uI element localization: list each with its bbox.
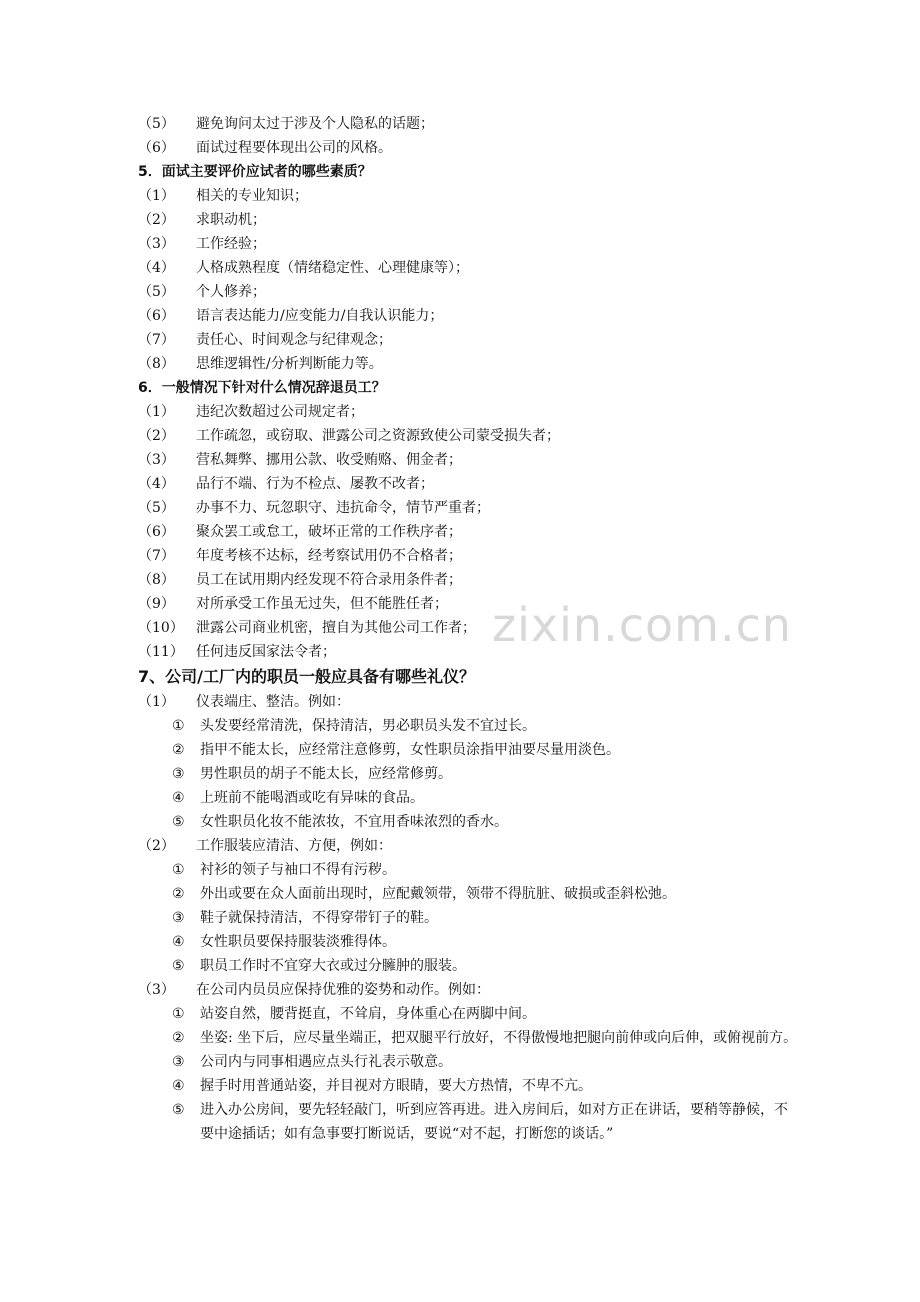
sub-item: ① 站姿自然，腰背挺直，不耸肩，身体重心在两脚中间。 [172,1006,536,1022]
sub-item: ③ 公司内与同事相遇应点头行礼表示敬意。 [172,1054,452,1070]
sub-item: ⑤ 进入办公房间，要先轻轻敲门，听到应答再进。进入房间后，如对方正在讲话，要稍等静候，不要中途插话；如有急事要打断说话，要说“对不起，打断您的谈话。” [172,1102,788,1142]
list-item: （6） 语言表达能力/应变能力/自我认识能力； [138,308,444,324]
sub-item: ④ 上班前不能喝酒或吃有异味的食品。 [172,790,424,806]
list-item: （8） 思维逻辑性/分析判断能力等。 [138,356,383,372]
document-body [138,112,798,1146]
sub-item: ② 坐姿: 坐下后，应尽量坐端正，把双腿平行放好，不得傲慢地把腿向前伸或向后伸，或俯视前方。 [172,1030,798,1046]
list-item: （8） 员工在试用期内经发现不符合录用条件者； [138,572,462,588]
list-item: （6） 聚众罢工或怠工，破坏正常的工作秩序者； [138,524,462,540]
sub-item: ④ 握手时用普通站姿，并目视对方眼睛，要大方热情，不卑不亢。 [172,1078,592,1094]
list-item: （1） 违纪次数超过公司规定者； [138,404,364,420]
list-item: （1） 相关的专业知识； [138,188,308,204]
list-item: （7） 责任心、时间观念与纪律观念； [138,332,392,348]
sub-item: ③ 鞋子就保持清洁，不得穿带钉子的鞋。 [172,910,438,926]
list-item: （5） 避免询问太过于涉及个人隐私的话题； [138,116,434,132]
watermark: zixin.com.cn [492,598,793,652]
section-heading: 7、公司/工厂内的职员一般应具备有哪些礼仪？ [138,667,475,686]
list-item: （3） 工作经验； [138,236,266,252]
list-item: （1） 仪表端庄、整洁。例如： [138,694,350,710]
list-item: （4） 人格成熟程度（情绪稳定性、心理健康等）； [138,260,469,276]
sub-item: ② 指甲不能太长，应经常注意修剪，女性职员涂指甲油要尽量用淡色。 [172,742,620,758]
list-item: （5） 办事不力、玩忽职守、违抗命令，情节严重者； [138,500,490,516]
sub-item: ⑤ 职员工作时不宜穿大衣或过分臃肿的服装。 [172,958,466,974]
list-item: （4） 品行不端、行为不检点、屡教不改者； [138,476,434,492]
list-item: （7） 年度考核不达标，经考察试用仍不合格者； [138,548,462,564]
sub-item: ④ 女性职员要保持服装淡雅得体。 [172,934,396,950]
list-item: （10） 泄露公司商业机密，擅自为其他公司工作者； [138,620,476,636]
list-item: （11） 任何违反国家法令者； [138,644,336,660]
section-heading: 6．一般情况下针对什么情况辞退员工？ [138,380,386,396]
list-item: （6） 面试过程要体现出公司的风格。 [138,140,392,156]
list-item: （2） 工作疏忽，或窃取、泄露公司之资源致使公司蒙受损失者； [138,428,560,444]
list-item: （2） 工作服装应清洁、方便，例如： [138,838,392,854]
list-item: （5） 个人修养； [138,284,266,300]
sub-item: ⑤ 女性职员化妆不能浓妆，不宜用香味浓烈的香水。 [172,814,508,830]
sub-item: ① 头发要经常清洗，保持清洁，男必职员头发不宜过长。 [172,718,536,734]
list-item: （3） 营私舞弊、挪用公款、收受贿赂、佣金者； [138,452,462,468]
list-item: （3） 在公司内员员应保持优雅的姿势和动作。例如： [138,982,490,998]
sub-item: ① 衬衫的领子与袖口不得有污秽。 [172,862,396,878]
list-item: （9） 对所承受工作虽无过失，但不能胜任者； [138,596,448,612]
sub-item: ③ 男性职员的胡子不能太长，应经常修剪。 [172,766,452,782]
section-heading: 5．面试主要评价应试者的哪些素质？ [138,164,372,180]
list-item: （2） 求职动机； [138,212,266,228]
sub-item: ② 外出或要在众人面前出现时，应配戴领带，领带不得肮脏、破损或歪斜松弛。 [172,886,676,902]
